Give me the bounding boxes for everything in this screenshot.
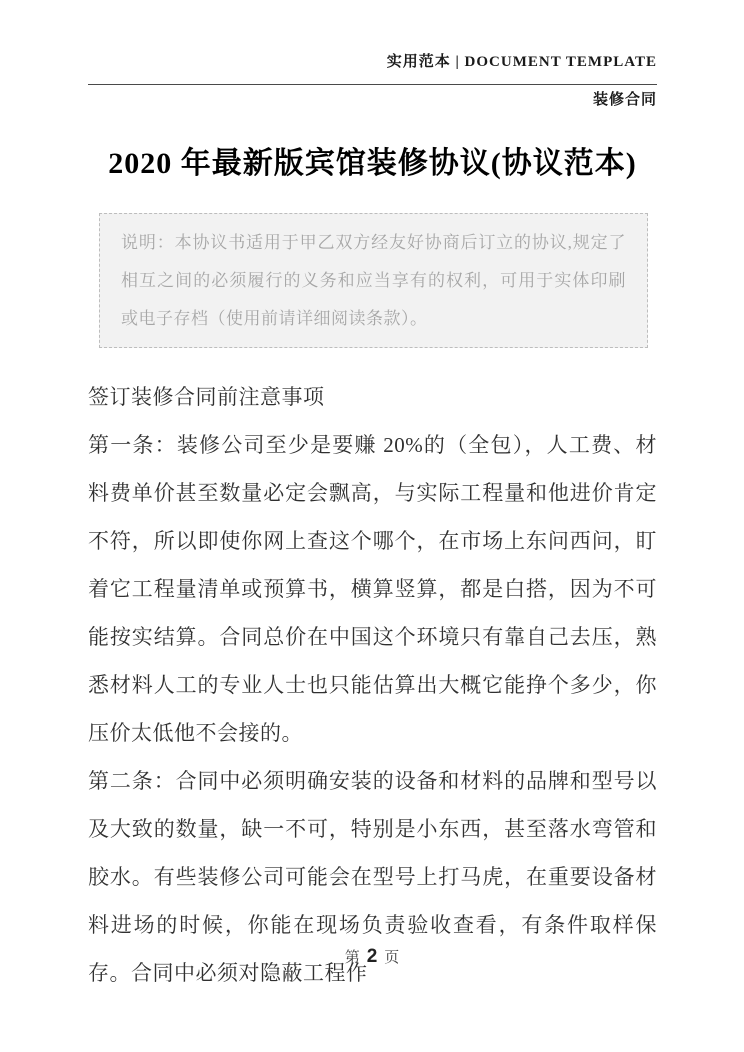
section-heading: 签订装修合同前注意事项 xyxy=(88,385,325,409)
page-header xyxy=(88,48,657,110)
header-divider xyxy=(88,84,657,85)
document-title: 2020 年最新版宾馆装修协议(协议范本) xyxy=(108,147,637,180)
page-footer xyxy=(0,946,744,968)
note-box xyxy=(99,213,648,348)
document-body xyxy=(88,373,657,997)
category-label: 装修合同 xyxy=(592,92,657,108)
brand-text: 实用范本 | DOCUMENT TEMPLATE xyxy=(386,54,657,70)
footer-suffix: 页 xyxy=(384,949,400,966)
note-text: 说明：本协议书适用于甲乙双方经友好协商后订立的协议,规定了相互之间的必须履行的义务和应当享有的权利，可用于实体印刷或电子存档（使用前请详细阅读条款）。 xyxy=(121,233,626,328)
paragraph-2: 第二条：合同中必须明确安装的设备和材料的品牌和型号以及大致的数量，缺一不可，特别是小东西，甚至落水弯管和胶水。有些装修公司可能会在型号上打马虎，在重要设备材料进场的时候，你能在现场负责验收查看，有条件取样保存。合同中必须对隐蔽工程作 xyxy=(88,769,657,985)
page-number: 2 xyxy=(366,946,378,967)
footer-prefix: 第 xyxy=(344,949,360,966)
paragraph-1: 第一条：装修公司至少是要赚 20%的（全包），人工费、材料费单价甚至数量必定会飘高，与实际工程量和他进价肯定不符，所以即使你网上查这个哪个，在市场上东问西问，盯着它工程量清单或预算书，横算竖算，都是白搭，因为不可能按实结算。合同总价在中国这个环境只有靠自己去压，熟悉材料人工的专业人士也只能估算出大概它能挣个多少，你压价太低他不会接的。 xyxy=(88,433,657,745)
